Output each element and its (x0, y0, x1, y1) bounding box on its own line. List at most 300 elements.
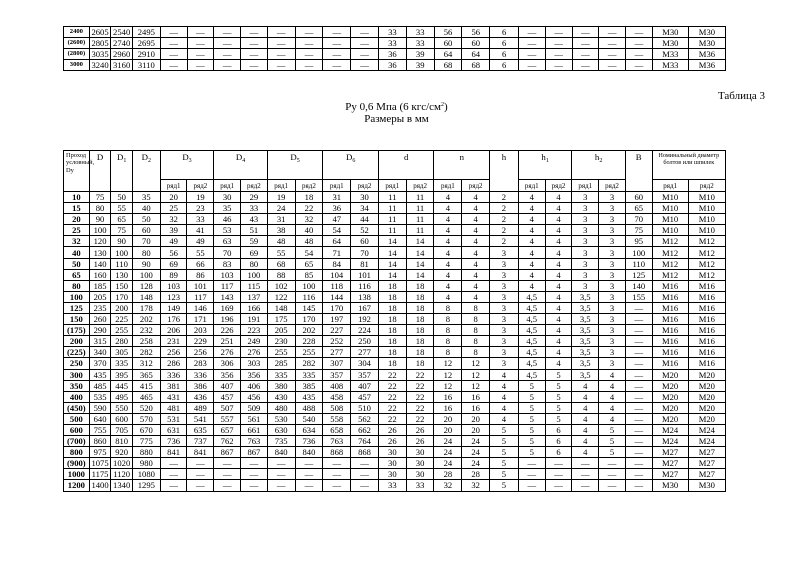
value-cell: 70 (625, 214, 652, 225)
value-cell: 33 (379, 27, 407, 38)
value-cell: М24 (688, 436, 725, 447)
value-cell: 431 (160, 391, 187, 402)
value-cell: 85 (295, 269, 323, 280)
value-cell: 3 (490, 358, 519, 369)
value-cell: 226 (214, 325, 241, 336)
value-cell: 540 (295, 413, 323, 424)
passage-cell: 150 (64, 314, 90, 325)
value-cell: 14 (378, 247, 406, 258)
header-D6-base: D (345, 152, 353, 162)
value-cell: 4 (518, 225, 545, 236)
value-cell: 22 (406, 369, 434, 380)
subheader-cell: ряд2 (351, 180, 379, 192)
value-cell: 22 (406, 413, 434, 424)
value-cell: — (625, 302, 652, 313)
value-cell: 18 (406, 280, 434, 291)
value-cell: 4 (572, 436, 599, 447)
value-cell: 32 (434, 480, 462, 491)
value-cell: 49 (187, 236, 214, 247)
value-cell: 4 (434, 203, 462, 214)
value-cell: М16 (652, 291, 688, 302)
value-cell: М10 (652, 225, 688, 236)
value-cell: 125 (625, 269, 652, 280)
value-cell: 18 (378, 314, 406, 325)
value-cell: — (187, 27, 214, 38)
value-cell: — (545, 480, 572, 491)
value-cell: М16 (688, 314, 725, 325)
value-cell: 975 (89, 447, 111, 458)
value-cell: М16 (688, 325, 725, 336)
value-cell: — (351, 27, 379, 38)
value-cell: 8 (462, 314, 490, 325)
value-cell: 227 (323, 325, 351, 336)
value-cell: 16 (462, 391, 490, 402)
value-cell: 3 (599, 302, 626, 313)
header-D3 (160, 151, 214, 180)
value-cell: 256 (187, 347, 214, 358)
value-cell: М20 (688, 369, 725, 380)
value-cell: 507 (214, 402, 241, 413)
value-cell: 980 (132, 458, 160, 469)
value-cell: М16 (652, 325, 688, 336)
value-cell: 149 (160, 302, 187, 313)
value-cell: 14 (406, 236, 434, 247)
value-cell: М20 (652, 402, 688, 413)
value-cell: 26 (378, 436, 406, 447)
value-cell: 4 (490, 402, 519, 413)
value-cell: 176 (160, 314, 187, 325)
value-cell: 4 (462, 280, 490, 291)
value-cell: — (572, 480, 599, 491)
value-cell: 143 (214, 291, 241, 302)
header-pass: Проход условный, Dy (64, 151, 90, 192)
value-cell: 196 (214, 314, 241, 325)
value-cell: — (351, 38, 379, 49)
value-cell: 4 (545, 358, 572, 369)
value-cell: 117 (187, 291, 214, 302)
value-cell: 102 (267, 280, 295, 291)
value-cell: — (599, 458, 626, 469)
value-cell: 336 (160, 369, 187, 380)
header-h2-sub: 2 (599, 158, 603, 164)
value-cell: 3 (490, 336, 519, 347)
value-cell: 12 (462, 358, 490, 369)
value-cell: 4 (545, 336, 572, 347)
value-cell: 3,5 (572, 302, 599, 313)
top-table-body (64, 27, 726, 71)
value-cell: 100 (625, 247, 652, 258)
value-cell: — (545, 27, 572, 38)
value-cell: 166 (241, 302, 268, 313)
value-cell: 130 (89, 247, 111, 258)
value-cell: 436 (187, 391, 214, 402)
value-cell: 39 (406, 49, 434, 60)
value-cell: 3 (490, 347, 519, 358)
value-cell: — (323, 458, 351, 469)
value-cell: 68 (267, 258, 295, 269)
header-D1-sub: 1 (123, 158, 127, 164)
value-cell: М12 (652, 258, 688, 269)
value-cell: 1020 (111, 458, 133, 469)
value-cell: 70 (132, 236, 160, 247)
value-cell: 5 (490, 447, 519, 458)
value-cell: 520 (132, 402, 160, 413)
value-cell: М10 (688, 192, 725, 203)
value-cell: 356 (214, 369, 241, 380)
value-cell: — (267, 469, 295, 480)
passage-cell: 300 (64, 369, 90, 380)
value-cell: 52 (351, 225, 379, 236)
value-cell: 229 (187, 336, 214, 347)
value-cell: 75 (111, 225, 133, 236)
value-cell: 35 (214, 203, 241, 214)
value-cell: 386 (187, 380, 214, 391)
header-h: h (490, 151, 519, 192)
value-cell: — (545, 60, 572, 71)
value-cell: 6 (490, 27, 519, 38)
value-cell: М24 (652, 424, 688, 435)
value-cell: 841 (160, 447, 187, 458)
value-cell: 3 (599, 225, 626, 236)
value-cell: 5 (599, 436, 626, 447)
value-cell: — (214, 458, 241, 469)
header-d: d (378, 151, 434, 180)
value-cell: 657 (214, 424, 241, 435)
top-table (63, 26, 726, 71)
value-cell: — (572, 60, 599, 71)
value-cell: 3,5 (572, 369, 599, 380)
value-cell: М16 (652, 314, 688, 325)
table-row (64, 192, 726, 203)
value-cell: 11 (378, 203, 406, 214)
pressure-title (0, 99, 793, 114)
value-cell: М30 (652, 27, 688, 38)
value-cell: 365 (132, 369, 160, 380)
value-cell: 4,5 (518, 325, 545, 336)
value-cell: — (187, 38, 214, 49)
value-cell: — (241, 469, 268, 480)
value-cell: — (214, 60, 241, 71)
value-cell: М20 (688, 402, 725, 413)
value-cell: — (545, 49, 572, 60)
value-cell: 255 (111, 325, 133, 336)
value-cell: — (214, 469, 241, 480)
value-cell: 6 (490, 38, 519, 49)
value-cell: 14 (406, 247, 434, 258)
value-cell: 60 (132, 225, 160, 236)
value-cell: 4 (599, 413, 626, 424)
passage-cell: 250 (64, 358, 90, 369)
value-cell: 662 (351, 424, 379, 435)
passage-cell: 20 (64, 214, 90, 225)
value-cell: 841 (187, 447, 214, 458)
value-cell: — (625, 480, 652, 491)
value-cell: 4 (545, 258, 572, 269)
value-cell: 4 (462, 203, 490, 214)
value-cell: 55 (267, 247, 295, 258)
header-h2 (572, 151, 626, 180)
value-cell: — (572, 38, 599, 49)
value-cell: 561 (241, 413, 268, 424)
value-cell: 4,5 (518, 302, 545, 313)
value-cell: 43 (241, 214, 268, 225)
value-cell: 6 (545, 447, 572, 458)
value-cell: М20 (652, 391, 688, 402)
value-cell: М16 (652, 280, 688, 291)
value-cell: М16 (688, 291, 725, 302)
value-cell: 36 (379, 49, 407, 60)
value-cell: 4 (518, 258, 545, 269)
passage-cell: 1000 (64, 469, 90, 480)
header-D6-sub: 6 (352, 158, 356, 164)
value-cell: 4 (545, 214, 572, 225)
value-cell: 30 (406, 447, 434, 458)
value-cell: 123 (160, 291, 187, 302)
value-cell: 5 (518, 402, 545, 413)
value-cell: — (626, 38, 653, 49)
value-cell: 395 (111, 369, 133, 380)
table-row (64, 60, 726, 71)
value-cell: 435 (295, 391, 323, 402)
value-cell: М27 (652, 458, 688, 469)
subheader-cell: ряд2 (599, 180, 626, 192)
value-cell: — (625, 447, 652, 458)
value-cell: — (295, 480, 323, 491)
value-cell: 18 (378, 336, 406, 347)
passage-cell: 350 (64, 380, 90, 391)
value-cell: 4 (434, 269, 462, 280)
value-cell: 867 (241, 447, 268, 458)
value-cell: 255 (267, 347, 295, 358)
value-cell: 80 (89, 203, 111, 214)
value-cell: 34 (351, 203, 379, 214)
value-cell: М30 (652, 480, 688, 491)
value-cell: 18 (378, 347, 406, 358)
value-cell: 206 (160, 325, 187, 336)
value-cell: 763 (241, 436, 268, 447)
value-cell: — (323, 469, 351, 480)
value-cell: 4 (462, 247, 490, 258)
value-cell: — (241, 49, 268, 60)
value-cell: 140 (89, 258, 111, 269)
value-cell: 4 (545, 291, 572, 302)
value-cell: 335 (295, 369, 323, 380)
value-cell: 22 (378, 391, 406, 402)
value-cell: 1400 (89, 480, 111, 491)
passage-cell: 40 (64, 247, 90, 258)
value-cell: — (518, 469, 545, 480)
value-cell: 8 (462, 302, 490, 313)
value-cell: 90 (132, 258, 160, 269)
value-cell: — (187, 458, 214, 469)
value-cell: 40 (295, 225, 323, 236)
passage-cell: 600 (64, 424, 90, 435)
value-cell: — (625, 436, 652, 447)
table-row (64, 424, 726, 435)
passage-cell: (175) (64, 325, 90, 336)
value-cell: 171 (187, 314, 214, 325)
value-cell: 24 (267, 203, 295, 214)
value-cell: 223 (241, 325, 268, 336)
value-cell: 110 (111, 258, 133, 269)
value-cell: — (187, 469, 214, 480)
value-cell: 4 (434, 236, 462, 247)
value-cell: — (323, 27, 351, 38)
value-cell: — (187, 480, 214, 491)
value-cell: 5 (490, 436, 519, 447)
value-cell: 80 (241, 258, 268, 269)
value-cell: 48 (267, 236, 295, 247)
table-row (64, 225, 726, 236)
value-cell: 64 (462, 49, 490, 60)
subheader-cell: ряд2 (295, 180, 323, 192)
value-cell: М16 (652, 347, 688, 358)
value-cell: 80 (132, 247, 160, 258)
value-cell: 252 (323, 336, 351, 347)
value-cell: 50 (132, 214, 160, 225)
value-cell: 260 (89, 314, 111, 325)
value-cell: М12 (688, 236, 725, 247)
value-cell: 20 (462, 413, 490, 424)
header-D4 (214, 151, 268, 180)
value-cell: 256 (160, 347, 187, 358)
value-cell: 32 (462, 480, 490, 491)
header-n: n (434, 151, 490, 180)
value-cell: 5 (545, 413, 572, 424)
table-number: Таблица 3 (717, 90, 765, 102)
value-cell: 4,5 (518, 291, 545, 302)
value-cell: — (545, 458, 572, 469)
value-cell: 590 (89, 402, 111, 413)
value-cell: 11 (378, 192, 406, 203)
value-cell: 3 (599, 314, 626, 325)
value-cell: — (518, 480, 545, 491)
passage-cell: 50 (64, 258, 90, 269)
value-cell: 408 (323, 380, 351, 391)
value-cell: 69 (241, 247, 268, 258)
pressure-title-close: ) (444, 101, 448, 113)
value-cell: 3,5 (572, 336, 599, 347)
value-cell: 4 (545, 314, 572, 325)
value-cell: — (625, 402, 652, 413)
table-row (64, 280, 726, 291)
value-cell: 30 (351, 192, 379, 203)
value-cell: 5 (599, 447, 626, 458)
value-cell: 30 (406, 469, 434, 480)
value-cell: 4 (434, 192, 462, 203)
value-cell: 41 (187, 225, 214, 236)
value-cell: 55 (187, 247, 214, 258)
value-cell: 18 (406, 314, 434, 325)
value-cell: — (519, 38, 546, 49)
value-cell: 197 (323, 314, 351, 325)
value-cell: 26 (406, 436, 434, 447)
value-cell: 5 (518, 436, 545, 447)
value-cell: 33 (378, 480, 406, 491)
header-D4-base: D (235, 152, 243, 162)
value-cell: 3 (572, 225, 599, 236)
table-row (64, 413, 726, 424)
table-row (64, 391, 726, 402)
value-cell: 2960 (111, 49, 133, 60)
value-cell: 3110 (132, 60, 160, 71)
value-cell: М27 (688, 458, 725, 469)
value-cell: 2805 (89, 38, 111, 49)
value-cell: 192 (351, 314, 379, 325)
value-cell: 75 (625, 225, 652, 236)
value-cell: — (214, 480, 241, 491)
value-cell: — (295, 49, 323, 60)
value-cell: М12 (652, 269, 688, 280)
value-cell: 4 (434, 247, 462, 258)
table-row (64, 358, 726, 369)
value-cell: 2 (490, 192, 519, 203)
value-cell: 4 (599, 380, 626, 391)
value-cell: 840 (267, 447, 295, 458)
value-cell: 14 (378, 258, 406, 269)
value-cell: 4 (434, 214, 462, 225)
value-cell: 84 (323, 258, 351, 269)
value-cell: 380 (267, 380, 295, 391)
value-cell: 59 (241, 236, 268, 247)
value-cell: 33 (406, 38, 434, 49)
value-cell: М20 (688, 413, 725, 424)
value-cell: 4,5 (518, 347, 545, 358)
value-cell: М10 (652, 203, 688, 214)
value-cell: 2605 (89, 27, 111, 38)
value-cell: 4,5 (518, 314, 545, 325)
value-cell: 868 (351, 447, 379, 458)
value-cell: 509 (241, 402, 268, 413)
value-cell: 3,5 (572, 358, 599, 369)
value-cell: 4,5 (518, 369, 545, 380)
value-cell: 4 (518, 280, 545, 291)
value-cell: 4 (490, 380, 519, 391)
value-cell: 3 (490, 247, 519, 258)
value-cell: 4 (434, 280, 462, 291)
value-cell: — (599, 49, 626, 60)
value-cell: М16 (688, 347, 725, 358)
table-row (64, 469, 726, 480)
value-cell: 26 (406, 424, 434, 435)
value-cell: 430 (267, 391, 295, 402)
value-cell: 249 (241, 336, 268, 347)
value-cell: — (323, 38, 351, 49)
passage-cell: (700) (64, 436, 90, 447)
value-cell: 4 (518, 192, 545, 203)
value-cell: М12 (688, 269, 725, 280)
value-cell: 60 (351, 236, 379, 247)
value-cell: 285 (267, 358, 295, 369)
value-cell: 5 (518, 380, 545, 391)
value-cell: 44 (351, 214, 379, 225)
value-cell: 24 (434, 436, 462, 447)
value-cell: — (351, 480, 379, 491)
value-cell: 276 (241, 347, 268, 358)
value-cell: 120 (89, 236, 111, 247)
value-cell: 457 (214, 391, 241, 402)
value-cell: — (625, 347, 652, 358)
value-cell: — (626, 60, 653, 71)
value-cell: 202 (295, 325, 323, 336)
value-cell: М10 (688, 225, 725, 236)
value-cell: 445 (111, 380, 133, 391)
value-cell: 86 (187, 269, 214, 280)
value-cell: — (295, 38, 323, 49)
value-cell: 277 (351, 347, 379, 358)
value-cell: 3 (599, 192, 626, 203)
value-cell: 232 (132, 325, 160, 336)
